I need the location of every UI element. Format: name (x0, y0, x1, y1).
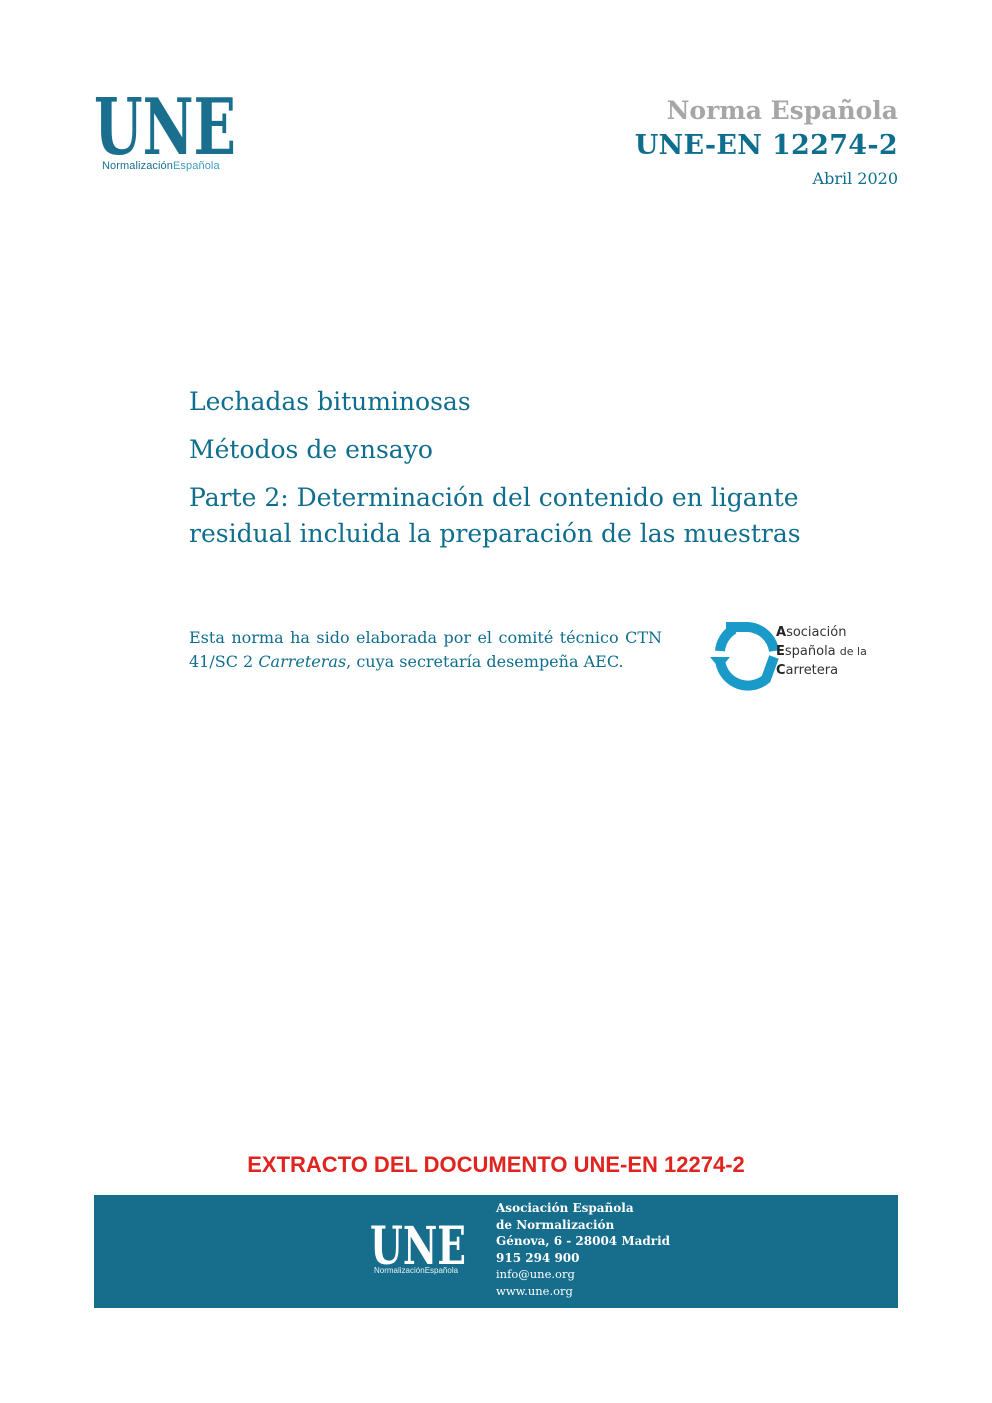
title-line-3: Parte 2: Determinación del contenido en ligante residual incluida la preparación de las muestras (189, 483, 801, 548)
footer-logo-tagline: NormalizaciónEspañola (374, 1266, 459, 1275)
title-line-2: Métodos de ensayo (189, 435, 433, 464)
footer-phone: 915 294 900 (496, 1250, 580, 1265)
document-header (635, 94, 898, 194)
footer-street: Génova, 6 - 28004 Madrid (496, 1234, 671, 1248)
aec-logo-text: Asociación Española de la Carretera (776, 625, 867, 678)
standard-code: UNE-EN 12274-2 (634, 130, 898, 161)
une-logo-tagline: NormalizaciónEspañola (102, 160, 220, 172)
publication-date: Abril 2020 (812, 169, 898, 188)
footer-band (94, 1195, 898, 1308)
committee-statement: Esta norma ha sido elaborada por el comité técnico CTN 41/SC 2 Carreteras, cuya secretaría desempeña AEC. (189, 628, 662, 671)
une-logo-letters: UNE (94, 92, 236, 162)
footer-address (496, 1200, 670, 1299)
footer-org-line-2: de Normalización (496, 1217, 615, 1232)
document-titles (189, 384, 889, 552)
committee-name: Carreteras (258, 652, 347, 671)
footer-web-link[interactable]: www.une.org (496, 1283, 573, 1298)
extract-banner: EXTRACTO DEL DOCUMENTO UNE-EN 12274-2 (247, 1152, 745, 1177)
norma-label: Norma Española (666, 96, 898, 125)
footer-email-link[interactable]: info@une.org (496, 1267, 575, 1281)
footer-logo-letters: UNE (370, 1221, 466, 1269)
title-line-1: Lechadas bituminosas (189, 387, 471, 416)
footer-org-line-1: Asociación Española (496, 1201, 634, 1215)
